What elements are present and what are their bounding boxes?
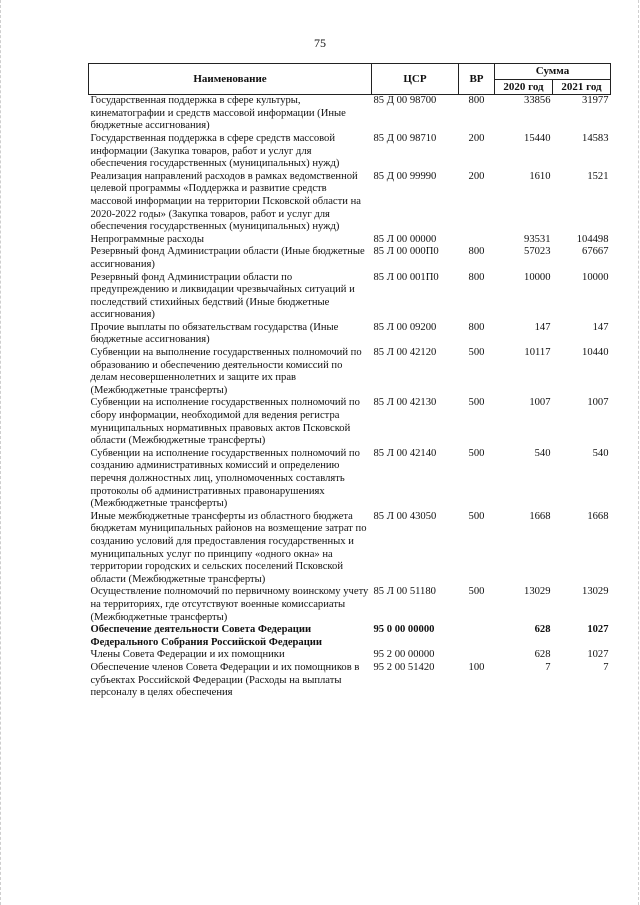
- row-vr: 200: [468, 132, 485, 144]
- row-vr: 200: [468, 170, 485, 182]
- row-vr: 800: [468, 271, 485, 283]
- row-name: Непрограммные расходы: [90, 233, 204, 245]
- row-sum-2020: 13029: [524, 586, 551, 598]
- table-row: [89, 586, 611, 624]
- row-name: Субвенции на выполнение государственных полномочий по образованию и обеспечению деятельности комиссий по делам несовершеннолетних и защите их прав (Межбюджетные трансферты): [90, 347, 362, 396]
- row-sum-2021: 1027: [587, 624, 609, 636]
- table-row: [89, 246, 611, 271]
- row-sum-2021: 147: [592, 321, 609, 333]
- row-vr: 500: [468, 347, 485, 359]
- page-number: 75: [314, 36, 326, 50]
- table-row: [89, 511, 611, 587]
- row-name: Осуществление полномочий по первичному воинскому учету на территориях, где отсутствуют военные комиссариаты (Межбюджетные трансферты): [90, 586, 369, 623]
- row-sum-2020: 10117: [524, 347, 551, 359]
- row-csr: 85 Л 00 42120: [373, 347, 437, 359]
- budget-table: [88, 63, 611, 700]
- row-vr: 100: [468, 661, 485, 673]
- table-row: [89, 234, 611, 247]
- row-csr: 85 Д 00 98710: [373, 132, 437, 144]
- row-vr: 800: [468, 246, 485, 258]
- row-name: Резервный фонд Администрации области (Иные бюджетные ассигнования): [90, 246, 365, 270]
- row-name: Реализация направлений расходов в рамках ведомственной целевой программы «Поддержка и развитие средств массовой информации на территории Псковской области на 2020-2022 годы» (Закупка товаров, работ и услуг для обеспечения государственных (муниципальных) нужд): [90, 170, 361, 233]
- row-csr: 85 Л 00 00000: [373, 233, 437, 245]
- table-body: [89, 95, 611, 700]
- row-sum-2021: 7: [603, 661, 609, 673]
- row-sum-2021: 31977: [582, 95, 609, 107]
- row-csr: 85 Л 00 09200: [373, 321, 437, 333]
- row-name: Государственная поддержка в сфере средств массовой информации (Закупка товаров, работ и услуг для обеспечения государственных (муниципальных) нужд): [90, 132, 340, 170]
- row-sum-2021: 1521: [587, 170, 609, 182]
- row-csr: 85 Л 00 51180: [373, 586, 436, 598]
- table-row: [89, 322, 611, 347]
- header-vr: ВР: [459, 64, 495, 95]
- row-sum-2021: 540: [592, 447, 609, 459]
- row-vr: 500: [468, 397, 485, 409]
- header-sum: Сумма: [495, 64, 611, 80]
- row-sum-2021: 104498: [576, 233, 609, 245]
- table-row: [89, 662, 611, 700]
- table-row: [89, 649, 611, 662]
- table-row: [89, 272, 611, 322]
- row-sum-2020: 1668: [529, 510, 551, 522]
- row-name: Прочие выплаты по обязательствам государства (Иные бюджетные ассигнования): [90, 321, 339, 346]
- row-sum-2021: 1027: [587, 649, 609, 661]
- header-year-2021: 2021 год: [553, 79, 611, 95]
- row-sum-2020: 10000: [524, 271, 551, 283]
- row-csr: 95 2 00 51420: [373, 661, 435, 673]
- row-csr: 85 Л 00 001П0: [373, 271, 439, 283]
- row-sum-2020: 628: [534, 624, 551, 636]
- row-vr: 800: [468, 95, 485, 107]
- row-name: Субвенции на исполнение государственных полномочий по сбору информации, необходимой для ведения регистра муниципальных нормативных правовых актов Псковской области (Межбюджетные трансферты): [90, 397, 360, 447]
- table-row: [89, 397, 611, 447]
- row-sum-2020: 7: [545, 661, 551, 673]
- table-row: [89, 448, 611, 511]
- row-vr: 500: [468, 510, 485, 522]
- row-name: Обеспечение деятельности Совета Федерации Федерального Собрания Российской Федерации: [90, 624, 323, 648]
- row-vr: [459, 234, 495, 247]
- row-name: Члены Совета Федерации и их помощники: [90, 649, 285, 661]
- row-csr: 85 Л 00 42140: [373, 447, 437, 459]
- table-row: [89, 95, 611, 133]
- table-row: [89, 624, 611, 649]
- row-csr: 85 Д 00 99990: [373, 170, 437, 182]
- row-vr: [459, 624, 495, 649]
- row-name: Иные межбюджетные трансферты из областного бюджета бюджетам муниципальных районов на возмещение затрат по созданию условий для предоставления государственных и муниципальных услуг по принципу «одного окна» на территории городских и сельских поселений Псковской области (Межбюджетные трансферты): [90, 510, 367, 585]
- row-sum-2021: 1007: [587, 397, 609, 409]
- row-sum-2020: 57023: [524, 246, 551, 258]
- row-sum-2020: 1007: [529, 397, 551, 409]
- row-name: Субвенции на исполнение государственных полномочий по созданию административных комиссий и определению перечня должностных лиц, уполномоченных составлять протоколы об административных правонарушениях (Межбюджетные трансферты): [90, 447, 360, 510]
- row-name: Обеспечение членов Совета Федерации и их помощников в субъектах Российской Федерации (Расходы на выплаты персоналу в целях обеспечения: [90, 661, 360, 699]
- row-name: Резервный фонд Администрации области по предупреждению и ликвидации чрезвычайных ситуаций и последствий стихийных бедствий (Иные бюджетные ассигнования): [90, 271, 355, 321]
- row-csr: 85 Д 00 98700: [373, 95, 437, 107]
- left-margin-line: [0, 0, 2, 905]
- row-sum-2020: 540: [534, 447, 551, 459]
- row-csr: 85 Л 00 000П0: [373, 246, 439, 258]
- row-sum-2020: 15440: [524, 132, 551, 144]
- row-sum-2021: 1668: [587, 510, 609, 522]
- header-csr: ЦСР: [372, 64, 459, 95]
- row-sum-2020: 1610: [529, 170, 551, 182]
- row-vr: [459, 649, 495, 662]
- row-vr: 500: [468, 447, 485, 459]
- row-csr: 85 Л 00 43050: [373, 510, 437, 522]
- row-sum-2021: 13029: [582, 586, 609, 598]
- row-sum-2021: 10440: [582, 347, 609, 359]
- header-year-2020: 2020 год: [495, 79, 553, 95]
- row-name: Государственная поддержка в сфере культуры, кинематографии и средств массовой информации (Иные бюджетные ассигнования): [90, 95, 346, 132]
- header-name: Наименование: [89, 64, 372, 95]
- table-row: [89, 171, 611, 234]
- table-row: [89, 133, 611, 171]
- row-vr: 800: [468, 321, 485, 333]
- row-sum-2021: 67667: [582, 246, 609, 258]
- row-csr: 95 2 00 00000: [373, 649, 435, 661]
- row-csr: 85 Л 00 42130: [373, 397, 437, 409]
- row-sum-2020: 147: [534, 321, 551, 333]
- row-sum-2020: 628: [534, 649, 551, 661]
- row-sum-2020: 93531: [524, 233, 551, 245]
- table-header: [89, 64, 611, 95]
- table-row: [89, 347, 611, 397]
- row-sum-2021: 10000: [582, 271, 609, 283]
- row-csr: 95 0 00 00000: [373, 624, 435, 636]
- row-sum-2021: 14583: [582, 132, 609, 144]
- row-sum-2020: 33856: [524, 95, 551, 107]
- row-vr: 500: [468, 586, 485, 598]
